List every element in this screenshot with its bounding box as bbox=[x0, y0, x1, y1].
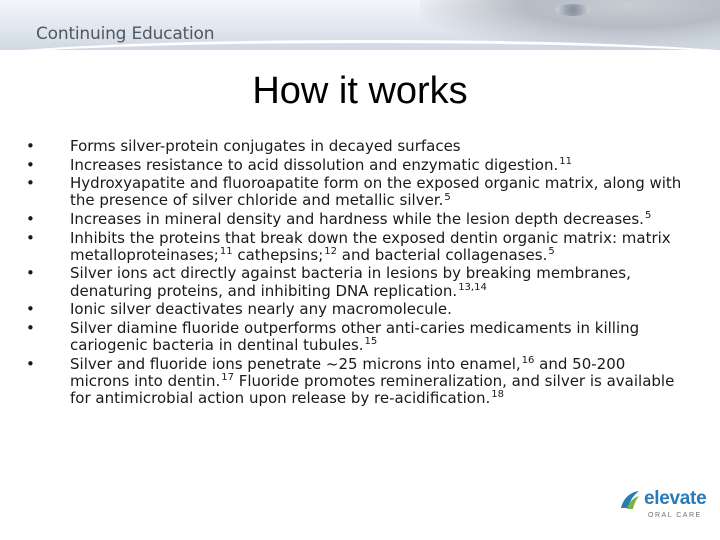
bullet-item bbox=[26, 356, 686, 408]
citation: 13,14 bbox=[458, 282, 487, 294]
bullet-text: cathepsins; bbox=[232, 245, 324, 264]
bullet-dot: • bbox=[26, 264, 35, 283]
citation: 5 bbox=[548, 246, 555, 258]
bullet-text: Increases resistance to acid dissolution and enzymatic digestion. bbox=[70, 155, 559, 174]
header-title: Continuing Education bbox=[36, 24, 215, 44]
bullet-dot: • bbox=[26, 300, 35, 319]
citation: 11 bbox=[559, 156, 572, 168]
elevate-logo bbox=[618, 483, 714, 533]
bullet-item bbox=[26, 138, 686, 155]
bullet-text: Inhibits the proteins that break down the exposed dentin organic matrix: matrix metalloproteinases; bbox=[70, 228, 671, 264]
citation: 5 bbox=[444, 191, 451, 203]
slide-title-text: How it works bbox=[252, 70, 468, 112]
bullet-text: and bacterial collagenases. bbox=[337, 245, 548, 264]
citation: 15 bbox=[364, 336, 378, 348]
bullet-item bbox=[26, 265, 686, 299]
bullet-dot: • bbox=[26, 209, 35, 228]
bullet-text: Silver and fluoride ions penetrate ~25 microns into enamel, bbox=[70, 354, 521, 373]
citation: 18 bbox=[491, 389, 504, 401]
bullet-text: Fluoride promotes remineralization, and silver is available for antimicrobial action upon release by re-acidification. bbox=[70, 371, 675, 407]
bullet-dot: • bbox=[26, 174, 35, 193]
bullet-dot: • bbox=[26, 354, 35, 373]
header-photo-eye bbox=[555, 4, 591, 16]
citation: 12 bbox=[324, 246, 338, 258]
slide-title bbox=[0, 70, 720, 113]
logo-wordmark: elevate bbox=[644, 488, 707, 509]
bullet-item bbox=[26, 320, 686, 354]
citation: 11 bbox=[219, 246, 233, 258]
bullet-item bbox=[26, 230, 686, 264]
bullet-item bbox=[26, 301, 686, 318]
logo-mark-icon bbox=[618, 488, 642, 512]
citation: 5 bbox=[644, 210, 652, 222]
bullet-text: Hydroxyapatite and fluoroapatite form on the exposed organic matrix, along with the presence of silver chloride and metallic silver. bbox=[70, 174, 682, 210]
header-banner bbox=[0, 0, 720, 50]
bullet-dot: • bbox=[26, 155, 35, 174]
bullet-text: and 50-200 microns into dentin. bbox=[70, 354, 626, 390]
bullet-item bbox=[26, 157, 686, 174]
bullet-text: Forms silver-protein conjugates in decayed surfaces bbox=[70, 137, 461, 155]
logo-subtitle: ORAL CARE bbox=[648, 512, 702, 519]
bullet-text: Silver diamine fluoride outperforms other anti-caries medicaments in killing cariogenic bacteria in dentinal tubules. bbox=[70, 318, 640, 354]
bullet-dot: • bbox=[26, 228, 35, 247]
bullet-text: Ionic silver deactivates nearly any macromolecule. bbox=[70, 300, 452, 319]
bullet-item bbox=[26, 175, 686, 209]
bullet-text: Silver ions act directly against bacteria in lesions by breaking membranes, denaturing proteins, and inhibiting DNA replication. bbox=[70, 264, 631, 300]
bullet-dot: • bbox=[26, 137, 35, 155]
bullet-list bbox=[26, 138, 686, 409]
citation: 16 bbox=[521, 355, 535, 367]
bullet-text: Increases in mineral density and hardness while the lesion depth decreases. bbox=[70, 209, 644, 228]
bullet-dot: • bbox=[26, 318, 35, 337]
citation: 17 bbox=[221, 372, 234, 384]
bullet-item bbox=[26, 211, 686, 228]
